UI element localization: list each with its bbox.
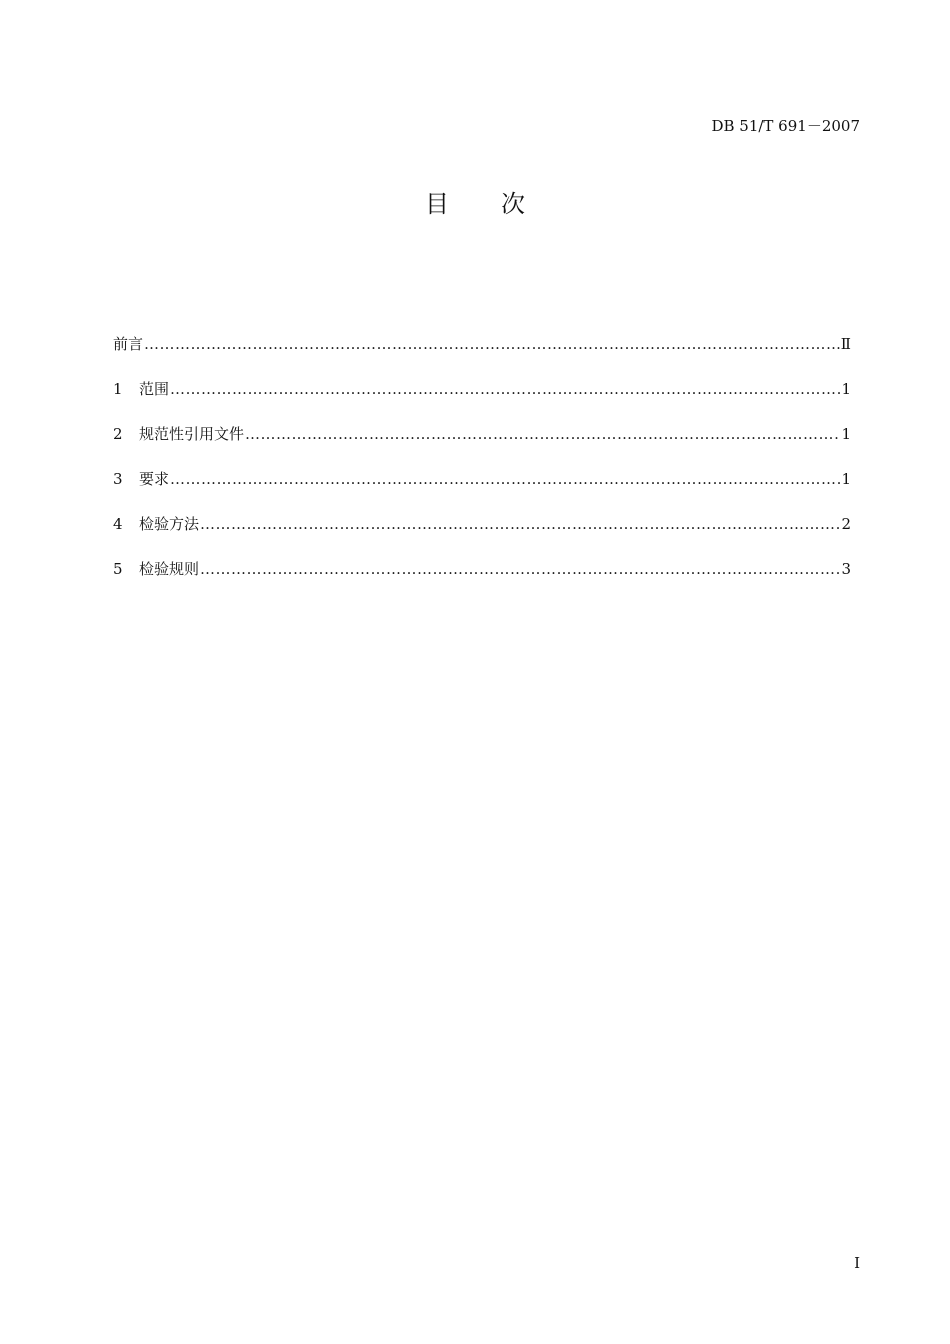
toc-entry-label: 要求 xyxy=(139,470,170,488)
toc-entry-inspection-rules[interactable] xyxy=(113,557,851,602)
toc-entry-page: 1 xyxy=(841,425,851,443)
toc-title-char-1: 目 xyxy=(425,190,449,218)
toc-entry-label: 范围 xyxy=(139,380,170,398)
dot-leader xyxy=(170,377,840,401)
toc-entry-test-methods[interactable] xyxy=(113,512,851,557)
dot-leader xyxy=(200,512,840,536)
table-of-contents xyxy=(113,332,851,602)
toc-entry-page: 1 xyxy=(841,470,851,488)
toc-entry-number: 1 xyxy=(113,380,123,398)
dot-leader xyxy=(170,467,840,491)
toc-entry-page: 3 xyxy=(841,560,851,578)
toc-entry-number: 2 xyxy=(113,425,123,443)
toc-title xyxy=(0,184,950,219)
toc-entry-number: 3 xyxy=(113,470,123,488)
toc-entry-number: 5 xyxy=(113,560,123,578)
dot-leader xyxy=(200,557,840,581)
toc-entry-label: 前言 xyxy=(113,335,144,353)
toc-entry-label: 规范性引用文件 xyxy=(139,425,245,443)
toc-entry-label: 检验方法 xyxy=(139,515,200,533)
page-number: I xyxy=(854,1254,860,1272)
toc-entry-label: 检验规则 xyxy=(139,560,200,578)
toc-entry-foreword[interactable] xyxy=(113,332,851,377)
toc-title-char-2: 次 xyxy=(501,190,525,218)
toc-entry-page: 1 xyxy=(841,380,851,398)
dot-leader xyxy=(245,422,840,446)
toc-entry-normative-references[interactable] xyxy=(113,422,851,467)
toc-entry-page: 2 xyxy=(841,515,851,533)
toc-entry-requirements[interactable] xyxy=(113,467,851,512)
toc-entry-page: Ⅱ xyxy=(840,335,851,353)
dot-leader xyxy=(144,332,840,356)
document-code: DB 51/T 691－2007 xyxy=(711,117,860,135)
toc-entry-scope[interactable] xyxy=(113,377,851,422)
toc-entry-number: 4 xyxy=(113,515,123,533)
